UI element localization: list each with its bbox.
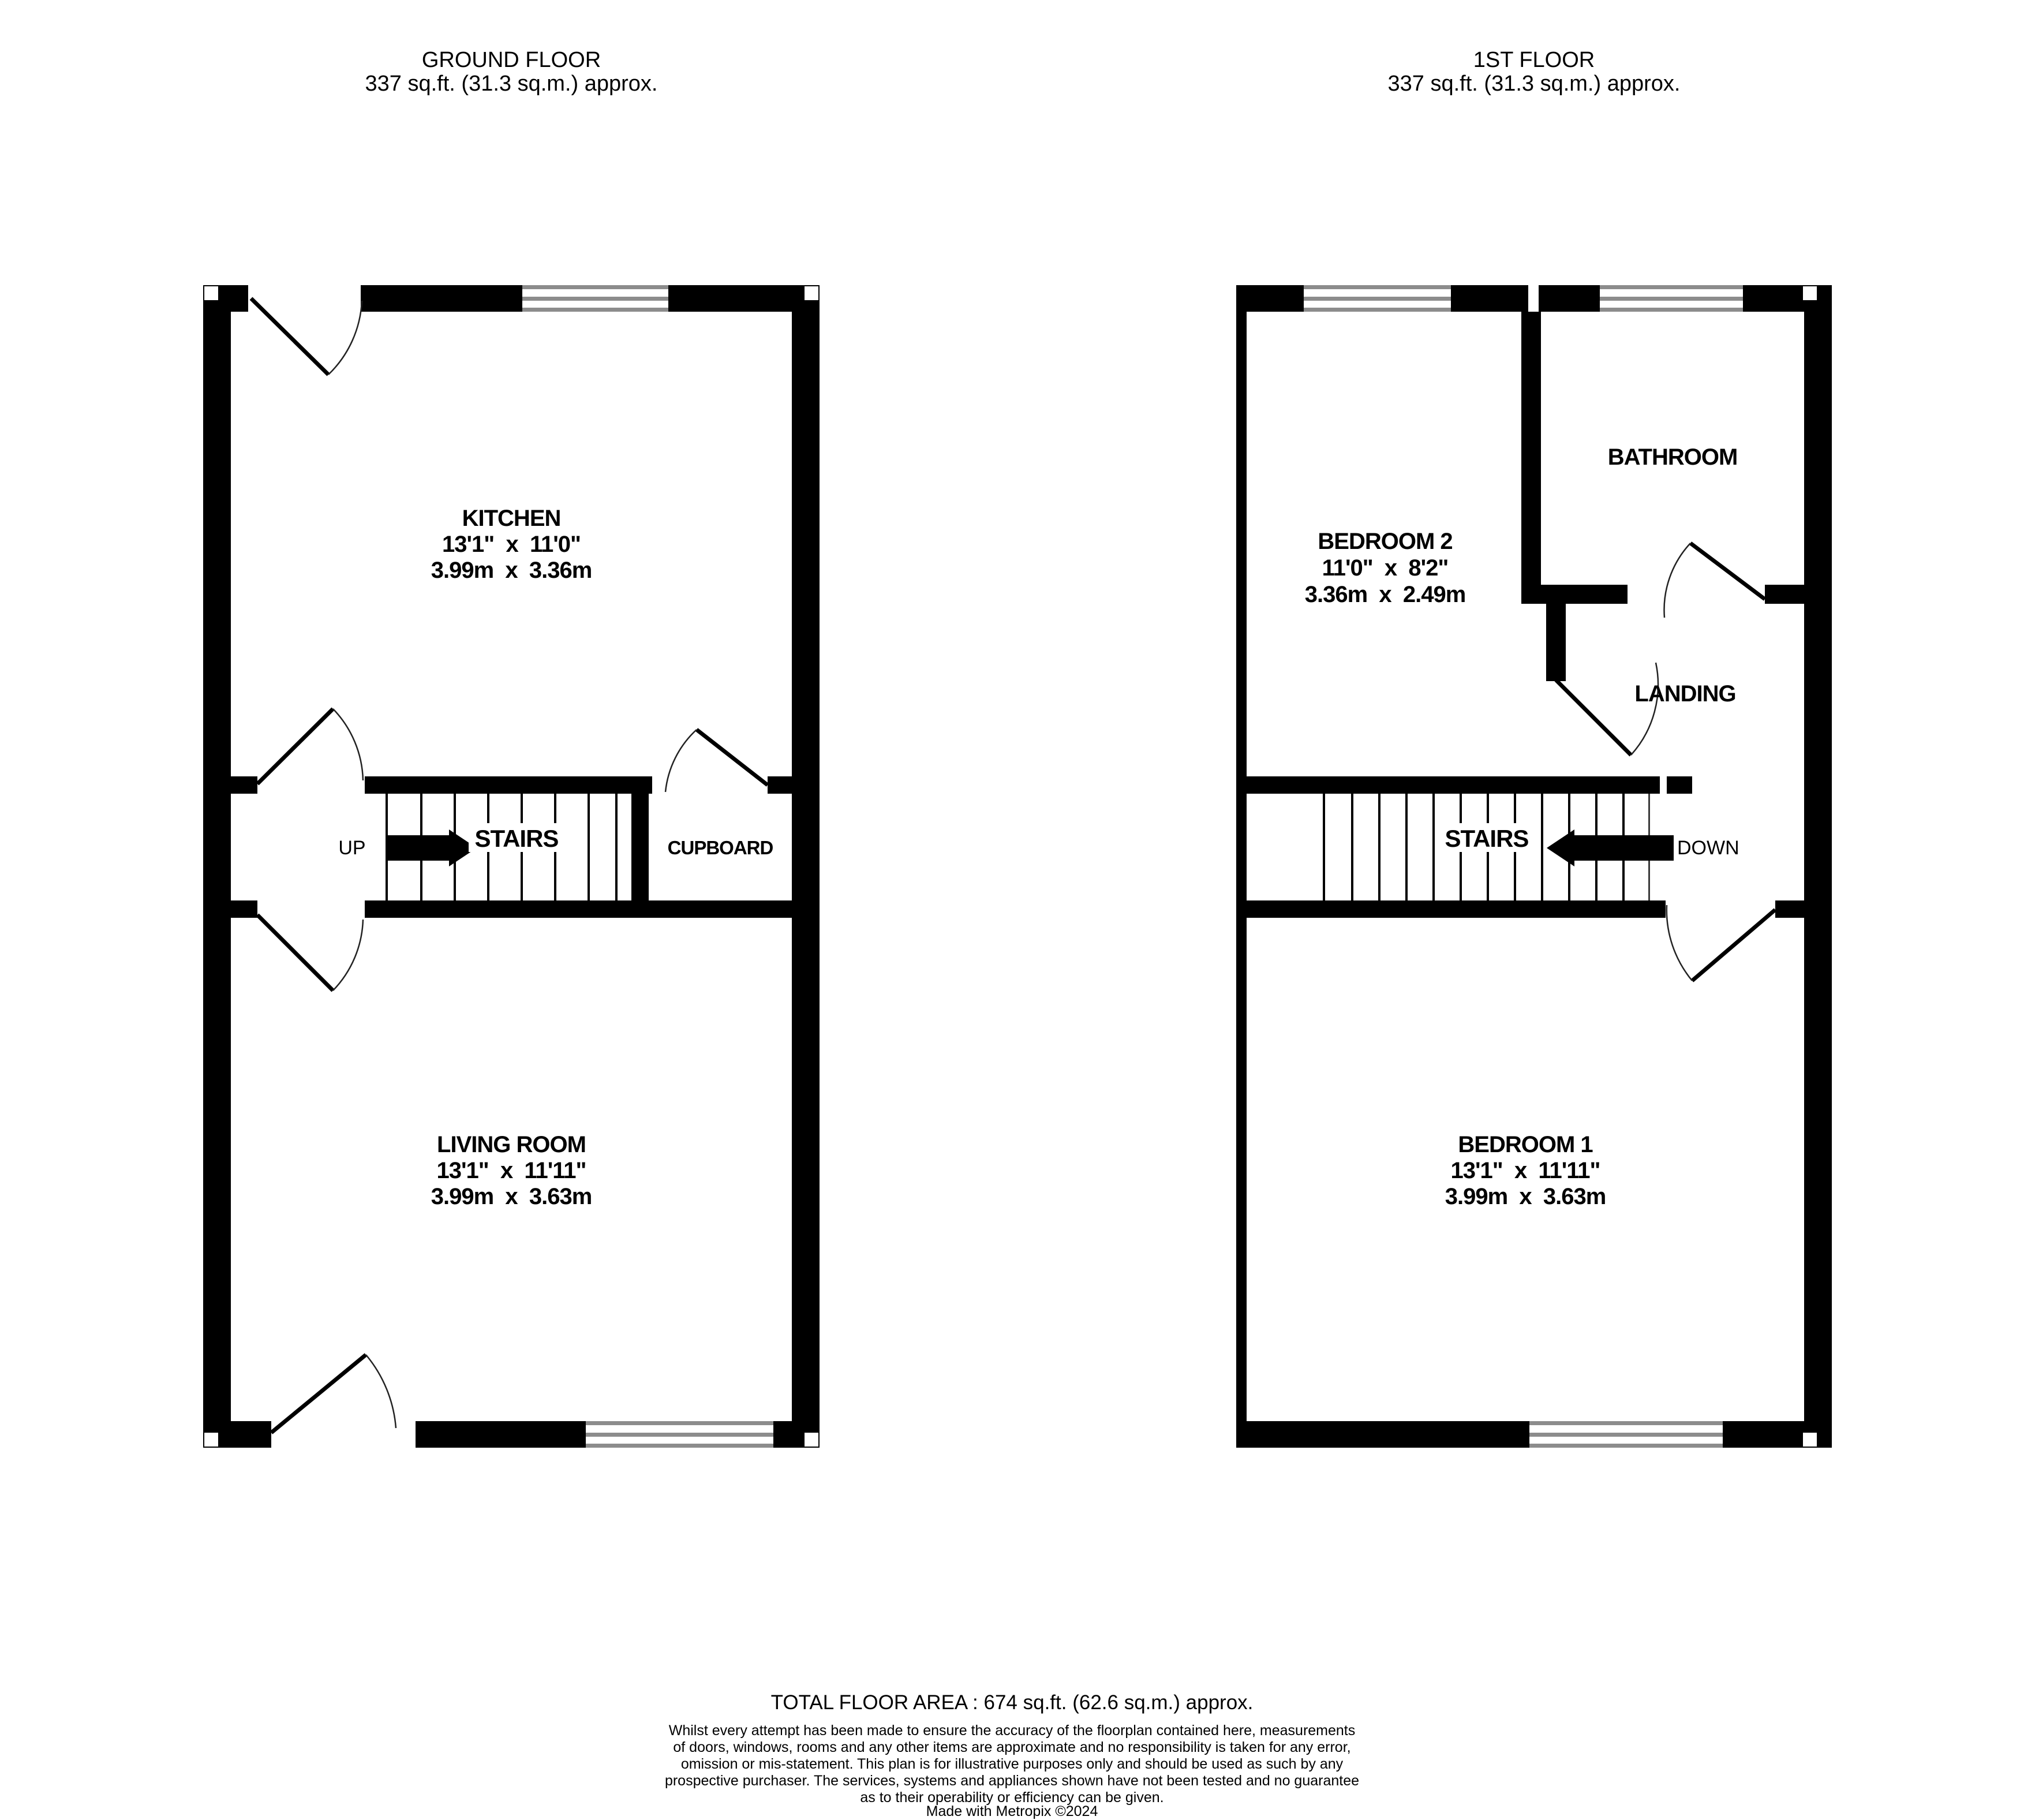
total-floor-area: TOTAL FLOOR AREA : 674 sq.ft. (62.6 sq.m.) approx. — [770, 1691, 1254, 1714]
living-room-dimensions-metric: 3.99m x 3.63m — [431, 1184, 592, 1209]
wall-top-mid-segment — [361, 285, 522, 312]
window-frame-line — [586, 1421, 773, 1425]
door-leaf — [1692, 910, 1775, 981]
window-frame-line — [1304, 308, 1451, 312]
stairs-down-arrow — [1547, 829, 1674, 866]
door-leaf — [251, 298, 328, 375]
stair-tread — [1432, 794, 1435, 900]
bedroom1-dimensions-imperial: 13'1" x 11'11" — [1450, 1158, 1600, 1183]
door-arc — [333, 709, 363, 780]
corner-notch — [1803, 286, 1817, 300]
door-leaf — [257, 915, 333, 991]
ground-floor-plan — [203, 285, 820, 1448]
window-frame-line — [522, 308, 668, 312]
wall-bottom-mid-segment — [416, 1421, 586, 1448]
wall-bottom-left-segment — [1236, 1421, 1529, 1448]
door-arc — [1667, 905, 1692, 981]
bedroom1-label — [1445, 1132, 1606, 1209]
first-stairs-label: STAIRS — [1445, 825, 1529, 852]
door-leaf — [271, 1355, 366, 1433]
stairs-edge-line — [1323, 794, 1325, 900]
wall-top-mid-segment — [1451, 285, 1528, 312]
kitchen-exterior-door — [251, 298, 362, 375]
down-label: DOWN — [1677, 837, 1739, 859]
kitchen-hall-door — [257, 709, 363, 784]
stairs-top-wall — [365, 776, 652, 794]
stair-tread — [1405, 794, 1408, 900]
metropix-credit: Made with Metropix ©2024 — [926, 1803, 1098, 1819]
ground-floor-walls — [203, 285, 820, 1448]
living-room-window — [586, 1421, 773, 1448]
corner-notch — [1803, 1433, 1817, 1447]
arrow-head — [1547, 829, 1574, 866]
stairs-up-arrow — [387, 829, 477, 866]
bedroom1-door — [1667, 905, 1775, 981]
first-floor-area: 337 sq.ft. (31.3 sq.m.) approx. — [1387, 72, 1681, 96]
kitchen-name: KITCHEN — [462, 506, 561, 531]
bedroom2-dimensions-metric: 3.36m x 2.49m — [1304, 582, 1466, 607]
kitchen-label — [431, 506, 592, 583]
door-arc — [333, 920, 363, 991]
corner-notch — [805, 286, 818, 300]
stair-tread — [588, 794, 590, 900]
first-floor-walls — [1236, 285, 1832, 1448]
disclaimer-line: of doors, windows, rooms and any other items are approximate and no responsibility is taken for any error, — [673, 1739, 1351, 1755]
window-frame-line — [1600, 285, 1743, 289]
door-leaf — [1690, 543, 1765, 599]
door-arc — [1664, 543, 1690, 618]
wall-right — [792, 285, 820, 1448]
bathroom-window — [1600, 285, 1743, 312]
bathroom-label: BATHROOM — [1607, 444, 1738, 470]
bedroom2-landing-wall — [1546, 604, 1566, 681]
door-leaf — [257, 709, 333, 784]
bedroom2-name: BEDROOM 2 — [1318, 529, 1453, 554]
bedroom2-door — [1556, 663, 1658, 755]
stairs-bottom-wall-stub — [231, 900, 257, 918]
first-floor-plan — [1236, 285, 1832, 1448]
living-room-label — [431, 1132, 592, 1209]
arrow-shaft — [1574, 835, 1674, 861]
stairs-top-wall-end-block — [1667, 776, 1692, 794]
window-frame-line — [522, 285, 668, 289]
wall-top-mid-segment — [1539, 285, 1600, 312]
bathroom-bottom-wall — [1521, 585, 1628, 604]
bedroom1-name: BEDROOM 1 — [1458, 1132, 1593, 1157]
stairs-cupboard-divider-wall — [631, 776, 649, 918]
ground-floor-doors — [251, 298, 768, 1433]
stair-tread — [1351, 794, 1353, 900]
bathroom-partition-wall — [1521, 312, 1541, 604]
cupboard-top-wall-stub — [768, 776, 792, 794]
ground-floor-area: 337 sq.ft. (31.3 sq.m.) approx. — [365, 72, 658, 96]
living-room-name: LIVING ROOM — [437, 1132, 586, 1157]
window-frame-line — [586, 1444, 773, 1448]
living-room-exterior-door — [271, 1355, 396, 1433]
disclaimer-line: prospective purchaser. The services, systems and appliances shown have not been tested and no guarantee — [664, 1773, 1360, 1789]
disclaimer-line: omission or mis-statement. This plan is for illustrative purposes only and should be used as such by any — [680, 1756, 1344, 1772]
disclaimer-line: Whilst every attempt has been made to ensure the accuracy of the floorplan contained here, measurements — [668, 1722, 1356, 1739]
stairs-top-wall-stub — [231, 776, 257, 794]
bathroom-bottom-wall-stub — [1765, 585, 1804, 604]
door-leaf — [1556, 680, 1631, 755]
window-frame-line — [586, 1433, 773, 1437]
door-arc — [1631, 663, 1658, 755]
stairs-bottom-wall — [365, 900, 792, 918]
bedroom2-dimensions-imperial: 11'0" x 8'2" — [1322, 555, 1449, 581]
stair-tread — [615, 794, 618, 900]
corner-notch — [204, 1433, 218, 1447]
living-room-dimensions-imperial: 13'1" x 11'11" — [436, 1158, 586, 1183]
door-arc — [366, 1355, 396, 1428]
ground-stairs-label: STAIRS — [474, 825, 559, 852]
cupboard-label: CUPBOARD — [667, 837, 773, 858]
bedroom1-window — [1529, 1421, 1723, 1448]
window-frame-line — [1600, 297, 1743, 301]
wall-left — [1236, 285, 1247, 1448]
corner-notch — [204, 286, 218, 300]
first-floor-title-line: 1ST FLOOR — [1473, 48, 1595, 72]
bedroom2-label — [1305, 529, 1466, 607]
window-frame-line — [1600, 308, 1743, 312]
wall-left — [203, 285, 231, 1448]
door-arc — [328, 301, 362, 375]
door-leaf — [697, 730, 768, 785]
window-frame-line — [1304, 297, 1451, 301]
window-frame-line — [1304, 285, 1451, 289]
kitchen-window — [522, 285, 668, 312]
arrow-shaft — [387, 835, 449, 861]
bedroom1-dimensions-metric: 3.99m x 3.63m — [1445, 1184, 1606, 1209]
bathroom-door — [1664, 543, 1765, 618]
ground-floor-title-line: GROUND FLOOR — [421, 48, 601, 72]
up-label: UP — [338, 837, 366, 859]
bedroom2-window — [1304, 285, 1451, 312]
kitchen-dimensions-metric: 3.99m x 3.36m — [431, 558, 592, 583]
stair-tread — [1541, 794, 1543, 900]
window-frame-line — [522, 297, 668, 301]
door-arc — [665, 730, 697, 792]
corner-notch — [805, 1433, 818, 1447]
stair-tread — [1378, 794, 1380, 900]
stairs-bottom-wall — [1247, 900, 1666, 918]
disclaimer — [0, 1722, 2024, 1806]
stairs-top-wall — [1247, 776, 1660, 794]
cupboard-door — [665, 730, 768, 792]
living-room-hall-door — [257, 915, 363, 991]
window-frame-line — [1529, 1421, 1723, 1425]
window-frame-line — [1529, 1444, 1723, 1448]
window-frame-line — [1529, 1433, 1723, 1437]
wall-right — [1804, 285, 1832, 1448]
bedroom1-door-jamb-block — [1775, 900, 1804, 918]
landing-label: LANDING — [1634, 681, 1736, 707]
disclaimer-line: as to their operability or efficiency can be given. — [860, 1789, 1164, 1806]
kitchen-dimensions-imperial: 13'1" x 11'0" — [442, 532, 581, 557]
